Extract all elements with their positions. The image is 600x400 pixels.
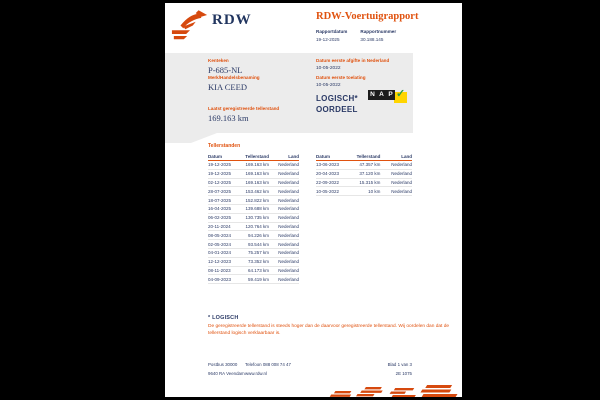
table-row bbox=[316, 161, 412, 170]
table-cell: Nederland bbox=[391, 188, 412, 194]
table-row bbox=[208, 223, 299, 232]
table-cell: 169.163 km bbox=[245, 162, 269, 168]
field-kenteken bbox=[208, 58, 242, 75]
meta-value: 19-12-2025 bbox=[316, 36, 340, 42]
table-cell: Nederland bbox=[278, 179, 299, 185]
nap-letter: P bbox=[386, 90, 395, 100]
table-cell: 20-11-2024 bbox=[208, 223, 231, 229]
table-cell: 18-07-2025 bbox=[208, 197, 232, 203]
nap-logo bbox=[368, 90, 410, 106]
footer-paging bbox=[388, 360, 412, 378]
column-header-tellerstand: Tellerstand bbox=[356, 154, 381, 159]
footer-address-line2: 9640 RA Veendam bbox=[208, 371, 245, 376]
verdict-text bbox=[316, 93, 358, 115]
brand-wordmark: RDW bbox=[212, 12, 252, 28]
table-body bbox=[316, 161, 412, 196]
table-cell: 12-12-2023 bbox=[208, 259, 232, 265]
table-cell: 47.357 km bbox=[359, 162, 381, 168]
table-cell: Nederland bbox=[278, 215, 299, 221]
table-cell: Nederland bbox=[278, 197, 299, 203]
table-row bbox=[208, 249, 299, 258]
table-cell: Nederland bbox=[391, 162, 412, 168]
footer-phone: Telefoon 088 008 74 47 bbox=[245, 362, 291, 367]
meta-label: Rapportdatum bbox=[316, 29, 348, 34]
table-cell: 93.544 km bbox=[247, 241, 269, 247]
table-cell: Nederland bbox=[278, 206, 299, 212]
report-meta-item bbox=[316, 29, 347, 42]
table-cell: 08-05-2024 bbox=[208, 232, 232, 238]
field-value: 10-05-2022 bbox=[316, 65, 341, 71]
table-cell: 169.163 km bbox=[245, 171, 269, 177]
table-cell: 13-06-2023 bbox=[316, 162, 340, 168]
field-value: KIA CEED bbox=[208, 81, 247, 92]
report-meta bbox=[316, 29, 396, 42]
table-header-row bbox=[316, 152, 412, 161]
nap-check-icon: ✓ bbox=[396, 88, 406, 100]
footer-address bbox=[208, 360, 245, 378]
field-label: Laatst geregistreerde tellerstand bbox=[208, 106, 280, 111]
table-cell: Nederland bbox=[278, 250, 299, 256]
footnote-body: De geregistreerde tellerstand is steeds hoger dan de daarvoor geregistreerde tellerstand. Wij oordelen dan dat de tellerstand logisch verklaarbaar is. bbox=[208, 324, 450, 336]
meta-value: 30.188.145 bbox=[360, 36, 384, 42]
table-cell: 75.257 km bbox=[247, 250, 269, 256]
table-cell: Nederland bbox=[391, 179, 412, 185]
table-cell: 19-12-2025 bbox=[208, 162, 232, 168]
table-cell: 20-04-2023 bbox=[316, 171, 340, 177]
table-cell: 153.462 km bbox=[245, 188, 269, 194]
table-cell: 94.226 km bbox=[247, 232, 269, 238]
footer-website: www.rdw.nl bbox=[245, 371, 267, 376]
odometer-table-right bbox=[316, 152, 412, 196]
table-cell: 10 km bbox=[368, 188, 381, 194]
footer-address-line1: Postbus 30000 bbox=[208, 362, 238, 367]
field-value: P-685-NL bbox=[208, 64, 243, 75]
verdict-line1: LOGISCH* bbox=[316, 94, 358, 103]
table-cell: Nederland bbox=[278, 188, 299, 194]
column-header-datum: Datum bbox=[316, 154, 331, 159]
table-cell: Nederland bbox=[278, 232, 299, 238]
table-row bbox=[208, 161, 299, 170]
nap-letter: N bbox=[368, 90, 377, 100]
table-body bbox=[208, 161, 299, 284]
nap-letter: A bbox=[377, 90, 386, 100]
meta-label: Rapportnummer bbox=[360, 29, 397, 34]
table-cell: Nederland bbox=[278, 267, 299, 273]
table-cell: 02-12-2025 bbox=[208, 179, 232, 185]
table-row bbox=[208, 267, 299, 276]
table-cell: Nederland bbox=[278, 259, 299, 265]
report-page bbox=[165, 3, 462, 397]
table-row bbox=[208, 187, 299, 196]
table-cell: 15.315 km bbox=[359, 179, 381, 185]
table-cell: 152.822 km bbox=[245, 197, 269, 203]
field-label: Kenteken bbox=[208, 58, 229, 63]
field-label: Datum eerste afgifte in Nederland bbox=[316, 58, 390, 63]
rdw-logo-icon bbox=[171, 9, 209, 42]
table-row bbox=[208, 258, 299, 267]
table-cell: 19-12-2025 bbox=[208, 171, 232, 177]
field-merk bbox=[208, 75, 260, 92]
table-cell: 37.120 km bbox=[359, 171, 381, 177]
table-cell: 169.163 km bbox=[245, 179, 269, 185]
table-cell: Nederland bbox=[278, 241, 299, 247]
table-row bbox=[208, 196, 299, 205]
table-cell: 04-01-2024 bbox=[208, 250, 232, 256]
table-row bbox=[208, 240, 299, 249]
table-cell: 130.735 km bbox=[245, 215, 269, 221]
table-cell: Nederland bbox=[278, 171, 299, 177]
table-row bbox=[316, 187, 412, 196]
table-cell: Nederland bbox=[278, 162, 299, 168]
table-cell: 16-04-2025 bbox=[208, 206, 232, 212]
table-row bbox=[208, 275, 299, 284]
table-cell: 06-02-2025 bbox=[208, 215, 232, 221]
table-cell: 139.688 km bbox=[245, 206, 269, 212]
table-row bbox=[316, 179, 412, 188]
table-cell: 22-09-2022 bbox=[316, 179, 340, 185]
column-header-datum: Datum bbox=[208, 154, 223, 159]
report-meta-item bbox=[360, 29, 396, 42]
table-cell: 64.173 km bbox=[247, 267, 269, 273]
table-row bbox=[316, 170, 412, 179]
table-cell: Nederland bbox=[278, 276, 299, 282]
verdict-line2: OORDEEL bbox=[316, 105, 358, 114]
table-cell: 28-07-2025 bbox=[208, 188, 232, 194]
table-cell: 08-11-2023 bbox=[208, 267, 231, 273]
column-header-tellerstand: Tellerstand bbox=[245, 154, 269, 159]
table-cell: Nederland bbox=[391, 171, 412, 177]
table-row bbox=[208, 179, 299, 188]
footnote-title: * LOGISCH bbox=[208, 315, 239, 321]
field-label: Datum eerste toelating bbox=[316, 75, 366, 80]
table-cell: 59.419 km bbox=[247, 276, 269, 282]
vehicle-info-panel-tail bbox=[165, 133, 217, 143]
report-title: RDW-Voertuigrapport bbox=[316, 11, 419, 22]
table-cell: Nederland bbox=[278, 223, 299, 229]
table-header-row bbox=[208, 152, 299, 161]
footer-form-code: 2E 1075 bbox=[395, 371, 412, 376]
table-cell: 120.764 km bbox=[245, 223, 269, 229]
table-cell: 73.352 km bbox=[247, 259, 269, 265]
field-tellerstand bbox=[208, 106, 279, 123]
table-row bbox=[208, 231, 299, 240]
table-cell: 02-05-2024 bbox=[208, 241, 232, 247]
section-title-tellerstanden: Tellerstanden bbox=[208, 143, 241, 149]
rdw-stripes-graphic bbox=[325, 382, 462, 397]
table-row bbox=[208, 214, 299, 223]
column-header-land: Land bbox=[288, 154, 299, 159]
table-cell: 04-09-2023 bbox=[208, 276, 232, 282]
odometer-table-left bbox=[208, 152, 299, 284]
table-cell: 10-05-2022 bbox=[316, 188, 340, 194]
column-header-land: Land bbox=[401, 154, 412, 159]
field-value: 10-05-2022 bbox=[316, 82, 341, 88]
footer-contact bbox=[245, 360, 291, 378]
footer-page-number: Blad 1 van 3 bbox=[387, 362, 412, 367]
field-datum-afgifte bbox=[316, 58, 389, 71]
field-datum-toelating bbox=[316, 75, 366, 88]
table-row bbox=[208, 170, 299, 179]
table-row bbox=[208, 205, 299, 214]
field-label: Merk/Handelsbenaming bbox=[208, 75, 260, 80]
field-value: 169.163 km bbox=[208, 112, 249, 123]
